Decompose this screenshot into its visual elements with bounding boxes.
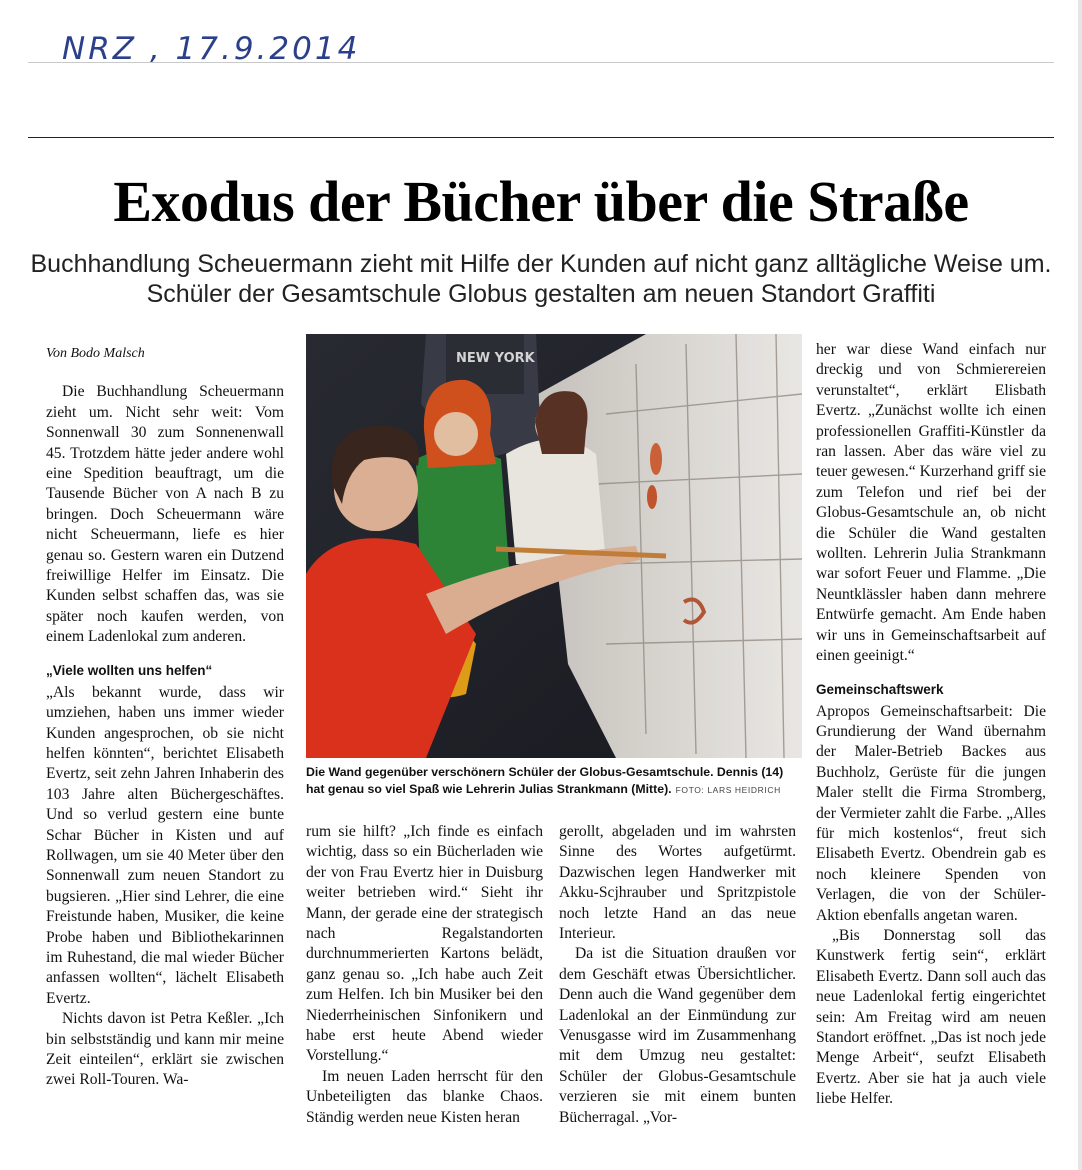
paragraph: Die Buchhandlung Scheuermann zieht um. Nicht sehr weit: Vom Sonnenwall 30 zum Sonnenenwall 45. Trotzdem hätte jeder andere wohl eine Spedition beauftragt, um die Tausende Bücher von A nach B zu bringen. Doch Scheuermann wäre nicht Scheuermann, liefe es hier genau so. Gestern waren ein Dutzend freiwillige Helfer im Einsatz. Die Kunden selbst schaffen das, was sie später noch kaufen werden, von einem Ladenlokal zum anderen.	[46, 383, 284, 646]
section-heading: Gemeinschaftswerk	[816, 681, 944, 697]
article-subheadline: Buchhandlung Scheuermann zieht mit Hilfe der Kunden auf nicht ganz alltägliche Weise um. Schüler der Gesamtschule Globus gestalten am neuen Standort Graffiti	[30, 250, 1052, 308]
paragraph: „Als bekannt wurde, dass wir umziehen, haben uns immer wieder Kunden angesprochen, ob sie nicht helfen könnten“, berichtet Elisabeth Evertz, seit zehn Jahren Inhaberin des 103 Jahre alten Büchergeschäftes. Und so verlud gestern eine bunte Schar Bücher in Kisten und auf Rollwagen, um sie 40 Meter über den Sonnenwall zum neuen Standort zu bugsieren. „Hier sind Lehrer, die eine Freistunde haben, Musiker, die keine Probe haben und Bibliothekarinnen im Ruhestand, die mal wieder Bücher anfassen wollten“, lächelt Elisabeth Evertz.	[46, 683, 284, 1007]
caption-text: Die Wand gegenüber verschönern Schüler der Globus-Gesamtschule. Dennis (14) hat genau so viel Spaß wie Lehrerin Julias Strankmann (Mitte).	[306, 765, 784, 796]
photo-caption	[306, 764, 804, 799]
text-column-1	[46, 344, 284, 1091]
text-column-2	[306, 822, 543, 1128]
text-column-4	[816, 340, 1046, 1110]
handwritten-source-note: NRZ , 17.9.2014	[62, 31, 361, 67]
paragraph: her war diese Wand einfach nur dreckig und von Schmierereien verunstaltet“, erklärt Elisbath Evertz. „Zunächst wollte ich einen professionellen Graffiti-Künstler da ran lassen. Aber das wäre viel zu teuer gewesen.“ Kurzerhand griff sie zum Telefon und rief bei der Globus-Gesamtschule an, ob nicht die Schüler die Wand gestalten wollten. Lehrerin Julia Strankmann war sofort Feuer und Flamme. „Die Neuntklässler haben dann mehrere Entwürfe gemacht. Am Ende haben wir uns in Gemeinschaftsarbeit auf einen geeinigt.“	[816, 341, 1046, 665]
top-rule	[28, 137, 1054, 138]
paragraph: rum sie hilft? „Ich finde es einfach wichtig, dass so ein Bücherladen wie der von Frau Evertz hier in Duisburg weiter betrieben wird.“ Sieht ihr Mann, der gerade eine der strategisch nach Regalstandorten durchnummerierten Kartons belädt, ganz genau so. „Ich habe auch Zeit zum Helfen. Ich bin Musiker bei den Niederrheinischen Sinfonikern und habe erst heute Abend wieder Vorstellung.“	[306, 823, 543, 1065]
paragraph: Nichts davon ist Petra Keßler. „Ich bin selbstständig und kann mir meine Zeit einteilen“, erklärt sie zwischen zwei Roll-Touren. Wa-	[46, 1010, 284, 1089]
photo-credit: FOTO: LARS HEIDRICH	[675, 785, 781, 795]
handwriting-guide-line	[28, 62, 1054, 63]
paragraph: „Bis Donnerstag soll das Kunstwerk fertig sein“, erklärt Elisabeth Evertz. Dann soll auch das neue Ladenlokal fertig eingerichtet sein: Am Freitag wird am neuen Standort eröffnet. „Das ist noch jede Menge Arbeit“, seufzt Elisabeth Evertz. Aber sie hat ja auch viele liebe Helfer.	[816, 926, 1046, 1108]
paragraph: Da ist die Situation draußen vor dem Geschäft etwas Übersichtlicher. Denn auch die Wand gegenüber dem Ladenlokal an der Einmündung zur Venusgasse wird im Zusammenhang mit dem Umzug neu gestaltet: Schüler der Globus-Gesamtschule verzieren sie mit einem bunten Bücherragal. „Vor-	[559, 945, 796, 1126]
byline: Von Bodo Malsch	[46, 346, 145, 361]
article-headline: Exodus der Bücher über die Straße	[113, 169, 969, 234]
text-column-3	[559, 822, 796, 1128]
section-heading: „Viele wollten uns helfen“	[46, 662, 213, 678]
paragraph: gerollt, abgeladen und im wahrsten Sinne des Wortes aufgetürmt. Dazwischen legen Handwerker mit Akku-Scjhrauber und Spritzpistole noch letzte Hand an das neue Interieur.	[559, 823, 796, 943]
paragraph: Im neuen Laden herrscht für den Unbeteiligten das blanke Chaos. Ständig werden neue Kisten heran	[306, 1067, 543, 1126]
photo-tshirt-print: NEW YORK	[456, 351, 535, 366]
article-photo	[306, 334, 802, 758]
paragraph: Apropos Gemeinschaftsarbeit: Die Grundierung der Wand übernahm der Maler-Betrieb Backes aus Buchholz, Gerüste für die jungen Maler stellt die Firma Stromberg, der Vermieter zahlt die Farbe. „Alles für mich kostenlos“, freut sich Elisabeth Evertz. Obendrein gab es noch kleinere Spenden von Verlagen, die von der Schüler-Aktion ebenfalls angetan waren.	[816, 702, 1046, 924]
